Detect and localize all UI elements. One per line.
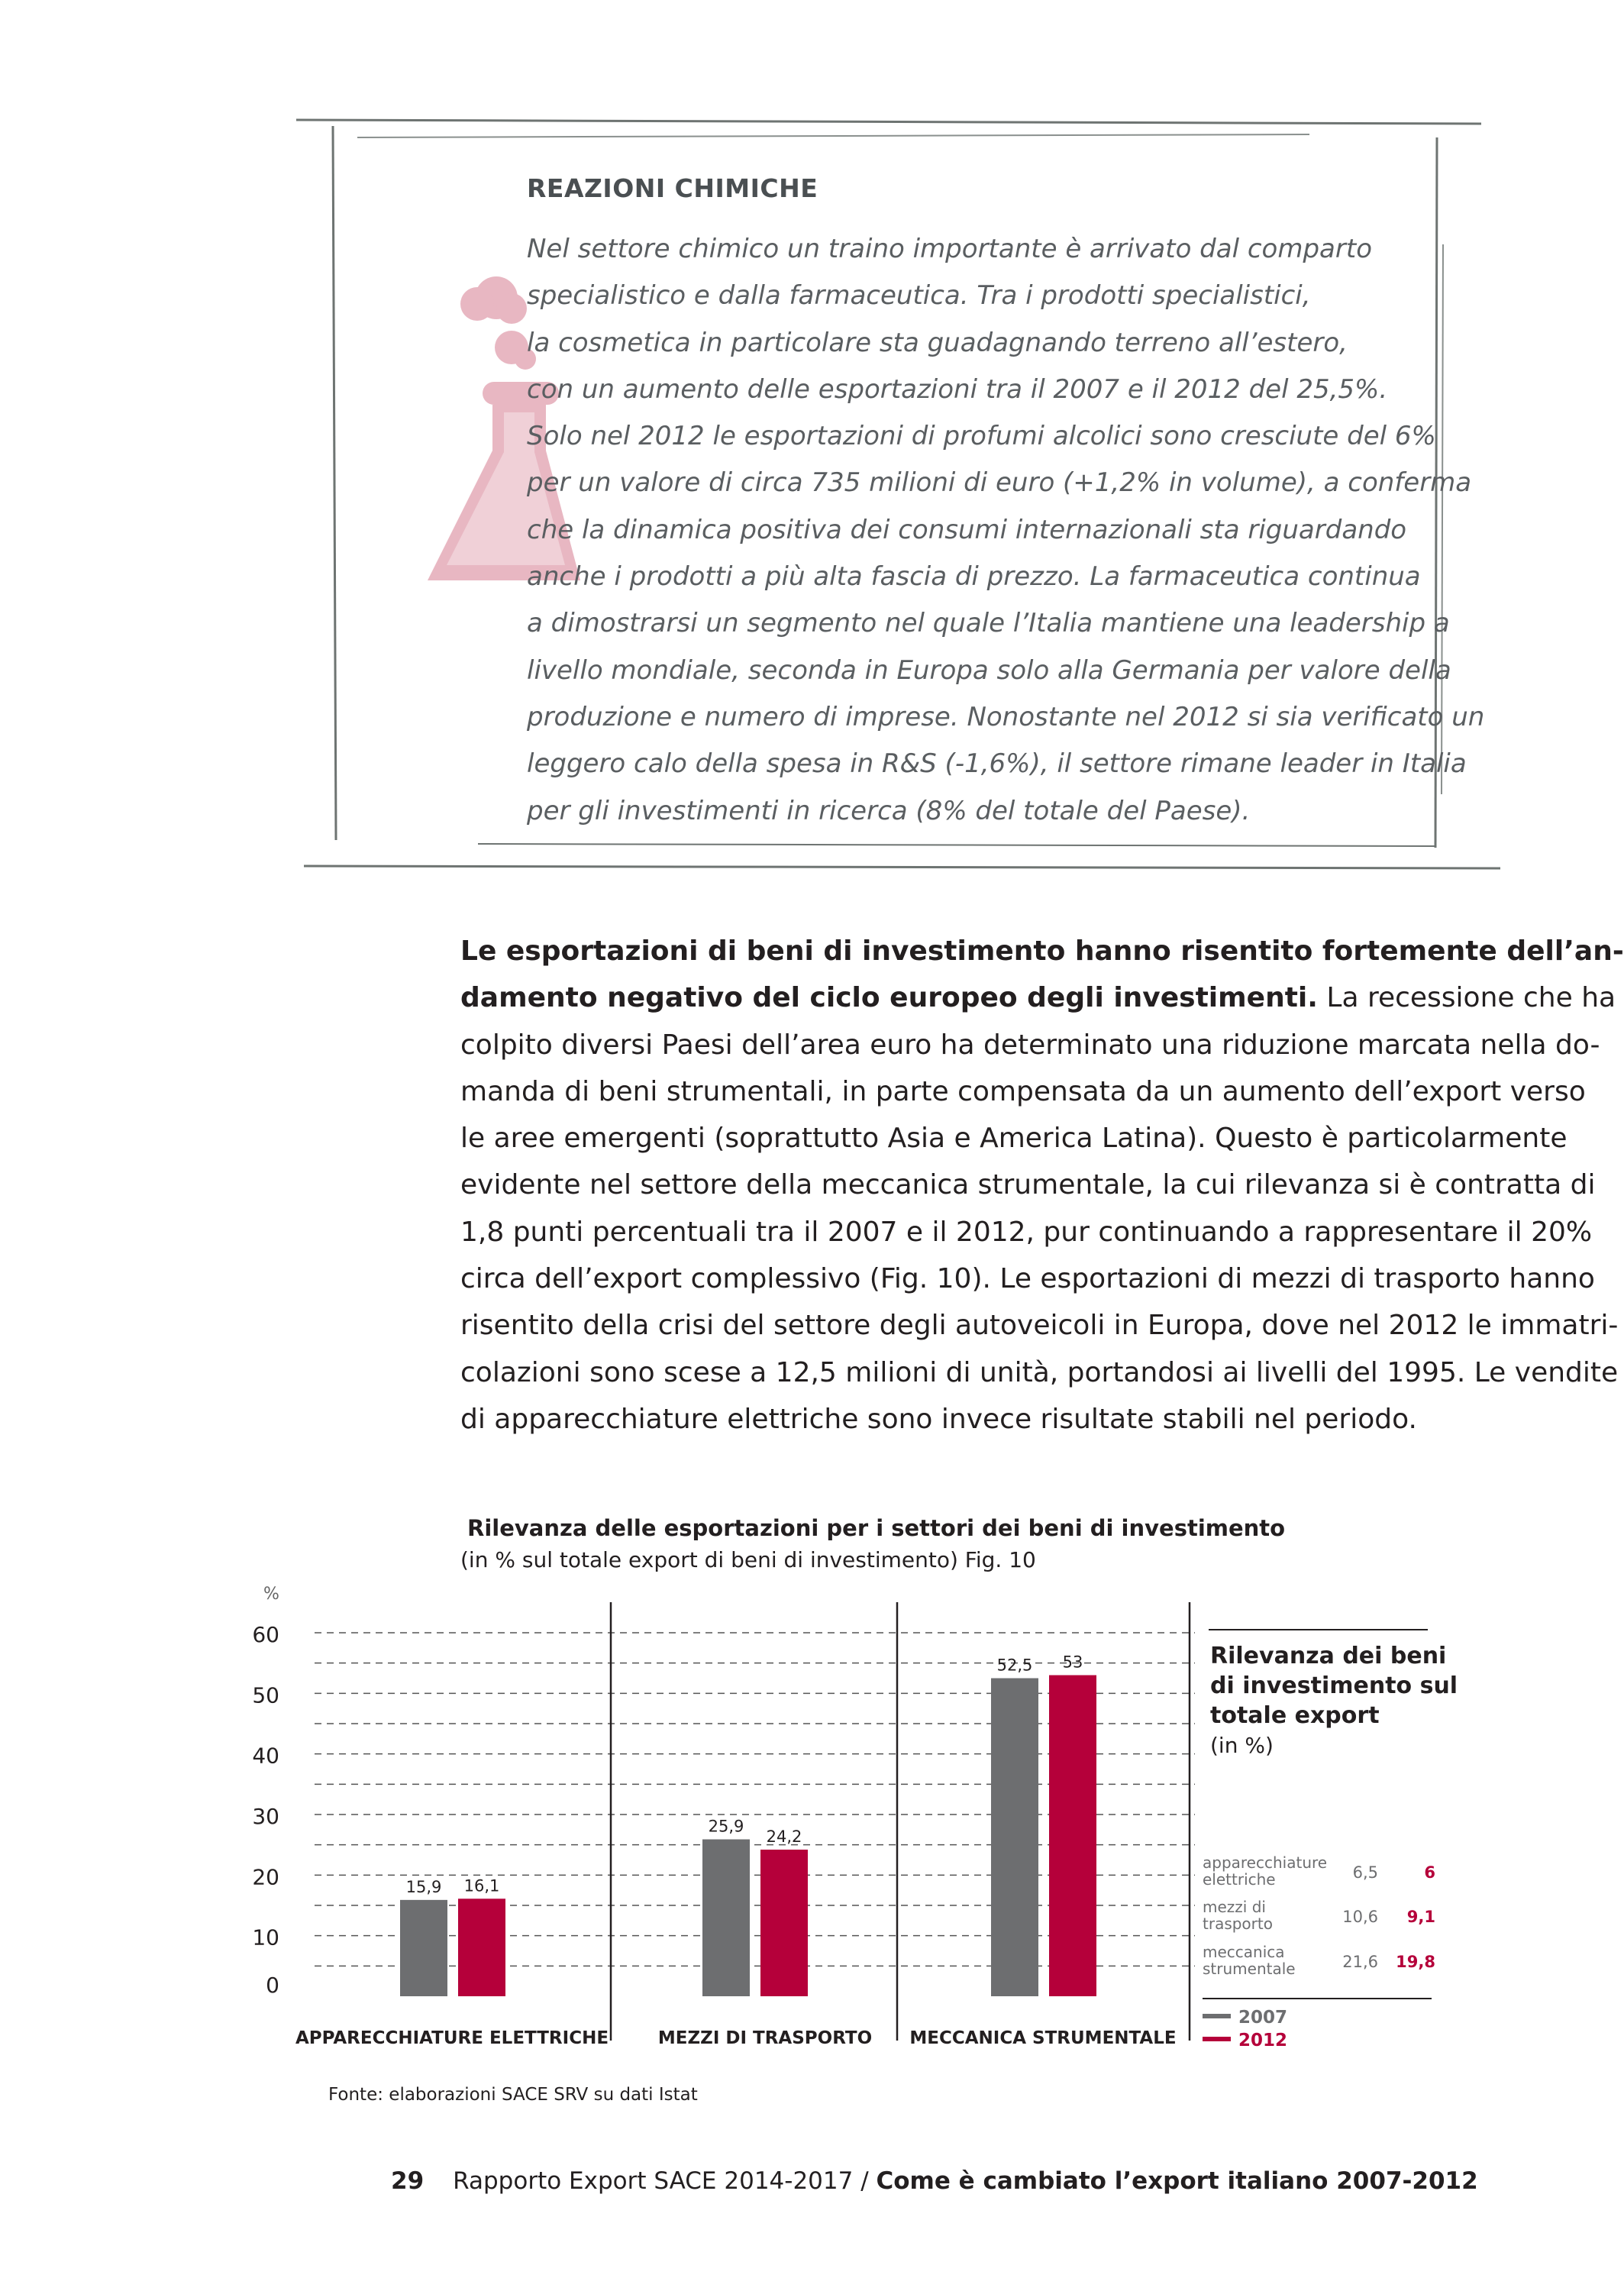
body-line: risentito della crisi del settore degli autoveicoli in Europa, dove nel 2012 le immatri- (460, 1310, 1619, 1342)
box-text-line: Solo nel 2012 le esportazioni di profumi alcolici sono cresciute del 6% (527, 421, 1436, 452)
box-text-line: con un aumento delle esportazioni tra il 2007 e il 2012 del 25,5%. (527, 373, 1388, 405)
body-line (460, 974, 1616, 1021)
box-frame-bottom-line-2 (304, 866, 1500, 868)
side-table-row-label: strumentale (1203, 1960, 1296, 1978)
side-table-title: Rilevanza dei beni (1210, 1643, 1447, 1669)
box-text-line: per un valore di circa 735 milioni di euro (+1,2% in volume), a conferma (527, 467, 1472, 499)
bar-value-label: 53 (1062, 1653, 1083, 1672)
footer-report: Rapporto Export SACE 2014-2017 / (453, 2167, 877, 2195)
legend-label: 2007 (1238, 2008, 1288, 2028)
y-tick-label: 20 (252, 1864, 279, 1890)
body-line: le aree emergenti (soprattutto Asia e America Latina). Questo è particolarmente (460, 1123, 1567, 1155)
side-table-row-label: mezzi di (1203, 1898, 1266, 1916)
y-tick-label: 0 (266, 1973, 279, 1998)
box-text-line: specialistico e dalla farmaceutica. Tra i prodotti specialistici, (527, 280, 1311, 312)
box-title: REAZIONI CHIMICHE (527, 173, 818, 203)
body-line: 1,8 punti percentuali tra il 2007 e il 2012, pur continuando a rappresentare il 20% (460, 1216, 1593, 1248)
box-frame-bottom-line (478, 844, 1435, 846)
category-label: APPARECCHIATURE ELETTRICHE (295, 2028, 609, 2048)
legend-label: 2012 (1238, 2031, 1288, 2050)
side-table-title: di investimento sul (1210, 1672, 1458, 1699)
body-line: colazioni sono scese a 12,5 milioni di unità, portandosi ai livelli del 1995. Le vendite (460, 1356, 1619, 1388)
box-text-line: livello mondiale, seconda in Europa solo alla Germania per valore della (527, 654, 1451, 686)
page-number: 29 (391, 2167, 425, 2195)
body-line: circa dell’export complessivo (Fig. 10). Le esportazioni di mezzi di trasporto hanno (460, 1263, 1595, 1295)
side-table-unit: (in %) (1210, 1733, 1274, 1758)
side-table-row-label: meccanica (1203, 1943, 1285, 1961)
box-text-line: produzione e numero di imprese. Nonostante nel 2012 si sia verificato un (527, 701, 1485, 732)
body-line: colpito diversi Paesi dell’area euro ha determinato una riduzione marcata nella do- (460, 1029, 1600, 1061)
box-frame-top-line-2 (357, 134, 1309, 137)
body-line: di apparecchiature elettriche sono invece risultate stabili nel periodo. (460, 1403, 1417, 1435)
body-paragraph (460, 928, 1624, 1443)
side-table-row-label: apparecchiature (1203, 1853, 1328, 1872)
body-line: manda di beni strumentali, in parte compensata da un aumento dell’export verso (460, 1075, 1586, 1107)
box-text-line: che la dinamica positiva dei consumi internazionali sta riguardando (527, 514, 1407, 545)
bar-2007 (991, 1679, 1038, 1997)
category-label: MEZZI DI TRASPORTO (657, 2028, 873, 2048)
bar-chart (0, 1573, 1564, 2062)
body-line-2-rest: La recessione che ha (1317, 982, 1616, 1014)
y-tick-label: 60 (252, 1622, 279, 1647)
chart-subtitle: (in % sul totale export di beni di investimento) Fig. 10 (460, 1547, 1036, 1572)
side-table-value-2012: 6 (1424, 1863, 1435, 1882)
bar-value-label: 25,9 (708, 1817, 744, 1836)
bar-value-label: 15,9 (405, 1877, 442, 1896)
footer-section: Come è cambiato l’export italiano 2007-2012 (876, 2167, 1478, 2195)
body-bold-line-2: damento negativo del ciclo europeo degli investimenti. (460, 982, 1318, 1014)
bar-2012 (458, 1899, 505, 1996)
bar-2007 (702, 1840, 750, 1996)
body-bold-line-1: Le esportazioni di beni di investimento hanno risentito fortemente dell’an- (460, 936, 1624, 967)
y-tick-label: 40 (252, 1743, 279, 1769)
box-text-line: anche i prodotti a più alta fascia di prezzo. La farmaceutica continua (527, 561, 1421, 593)
category-label: MECCANICA STRUMENTALE (909, 2028, 1177, 2048)
side-table-value-2007: 10,6 (1342, 1908, 1378, 1926)
box-text-line: leggero calo della spesa in R&S (-1,6%), il settore rimane leader in Italia (527, 748, 1467, 780)
box-text-line: per gli investimenti in ricerca (8% del totale del Paese). (527, 795, 1251, 826)
page-footer (391, 2167, 1478, 2195)
y-tick-label: 50 (252, 1682, 279, 1708)
box-text (527, 226, 1485, 835)
side-table-row-label: trasporto (1203, 1915, 1273, 1933)
bar-value-label: 16,1 (463, 1876, 500, 1895)
box-frame-top-line (296, 120, 1481, 124)
bar-2012 (1049, 1676, 1096, 1996)
box-frame-left-line (333, 126, 336, 840)
chart-title: Rilevanza delle esportazioni per i settori dei beni di investimento (467, 1515, 1286, 1541)
bar-value-label: 52,5 (996, 1656, 1033, 1675)
side-table-row-label: elettriche (1203, 1870, 1276, 1889)
box-text-line: la cosmetica in particolare sta guadagnando terreno all’estero, (527, 327, 1348, 358)
box-text-line: a dimostrarsi un segmento nel quale l’Italia mantiene una leadership a (527, 608, 1450, 639)
source-note: Fonte: elaborazioni SACE SRV su dati Istat (328, 2085, 698, 2105)
side-table-value-2007: 6,5 (1352, 1863, 1378, 1882)
body-line: evidente nel settore della meccanica strumentale, la cui rilevanza si è contratta di (460, 1169, 1596, 1201)
box-text-line: Nel settore chimico un traino importante è arrivato dal comparto (527, 234, 1372, 264)
side-table-value-2007: 21,6 (1342, 1953, 1378, 1971)
y-tick-label: 10 (252, 1924, 279, 1950)
y-axis-unit: % (263, 1585, 279, 1604)
y-tick-label: 30 (252, 1804, 279, 1829)
side-table-title: totale export (1210, 1702, 1380, 1729)
bar-2007 (400, 1900, 447, 1996)
side-table-value-2012: 9,1 (1406, 1908, 1435, 1926)
bar-2012 (760, 1850, 808, 1996)
bar-value-label: 24,2 (766, 1827, 802, 1847)
side-table-value-2012: 19,8 (1396, 1953, 1435, 1971)
body-line (460, 928, 1624, 974)
